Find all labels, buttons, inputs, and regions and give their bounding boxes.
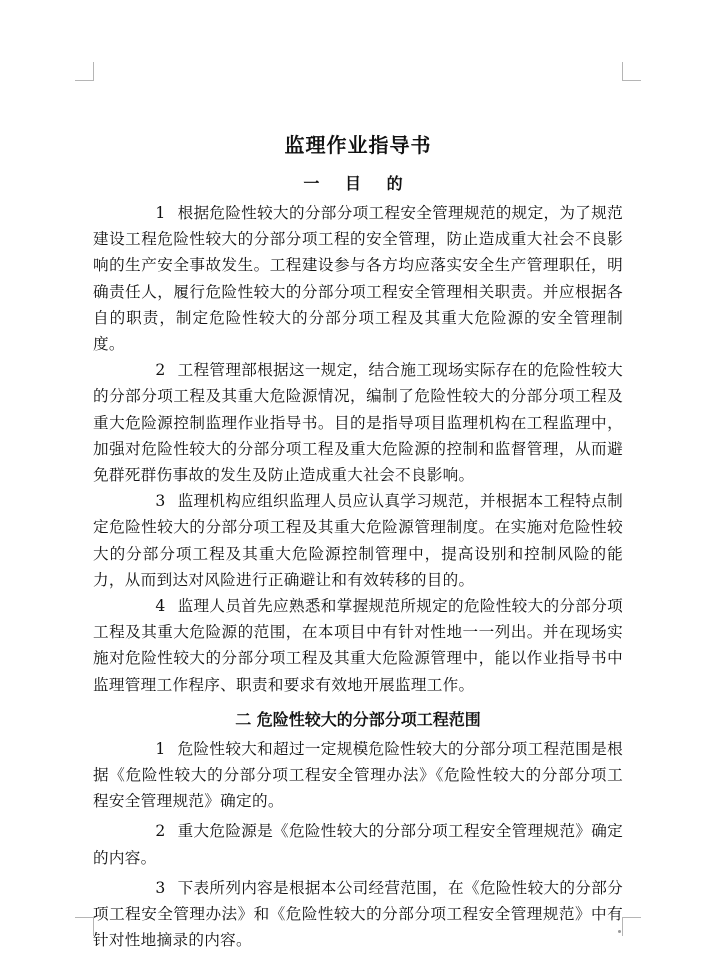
paragraph bbox=[93, 200, 623, 357]
section-heading-purpose: 一 目 的 bbox=[303, 174, 413, 193]
paragraph bbox=[93, 593, 623, 698]
paragraph-text: 监理机构应组织监理人员应认真学习规范，并根据本工程特点制定危险性较大的分部分项工程及其重大危险源管理制度。在实施对危险性较大的分部分项工程及其重大危险源控制管理中，提高设别和控制风险的能力，从而到达对风险进行正确避让和有效转移的目的。 bbox=[93, 492, 623, 589]
paragraph-text: 监理人员首先应熟悉和掌握规范所规定的危险性较大的分部分项工程及其重大危险源的范围，在本项目中有针对性地一一列出。并在现场实施对危险性较大的分部分项工程及其重大危险源管理中，能以作业指导书中监理管理工作程序、职责和要求有效地开展监理工作。 bbox=[93, 597, 623, 694]
paragraph-text: 危险性较大和超过一定规模危险性较大的分部分项工程范围是根据《危险性较大的分部分项工程安全管理办法》《危险性较大的分部分项工程安全管理规范》确定的。 bbox=[93, 739, 623, 811]
paragraph-number: 4 bbox=[155, 597, 166, 616]
paragraph-text: 重大危险源是《危险性较大的分部分项工程安全管理规范》确定的内容。 bbox=[93, 822, 623, 867]
page-corner-dot bbox=[618, 930, 621, 933]
paragraph-number: 1 bbox=[155, 739, 166, 758]
crop-mark-top-left bbox=[75, 62, 94, 81]
paragraph-number: 3 bbox=[155, 492, 166, 511]
paragraph-number: 2 bbox=[155, 361, 166, 380]
paragraph bbox=[93, 357, 623, 488]
section-heading-scope: 二 危险性较大的分部分项工程范围 bbox=[235, 709, 481, 729]
paragraph bbox=[93, 488, 623, 593]
document-title: 监理作业指导书 bbox=[284, 133, 432, 157]
crop-mark-bottom-left bbox=[75, 917, 94, 936]
paragraph-number: 3 bbox=[155, 878, 166, 897]
paragraph bbox=[93, 875, 623, 953]
paragraph-number: 2 bbox=[155, 822, 166, 841]
paragraph bbox=[93, 736, 623, 815]
crop-mark-bottom-right bbox=[622, 917, 641, 936]
document-page bbox=[93, 128, 623, 953]
paragraph-text: 工程管理部根据这一规定，结合施工现场实际存在的危险性较大的分部分项工程及其重大危险源情况，编制了危险性较大的分部分项工程及重大危险源控制监理作业指导书。目的是指导项目监理机构在工程监理中，加强对危险性较大的分部分项工程及重大危险源的控制和监督管理，从而避免群死群伤事故的发生及防止造成重大社会不良影响。 bbox=[93, 361, 623, 485]
paragraph-text: 下表所列内容是根据本公司经营范围，在《危险性较大的分部分项工程安全管理办法》和《危险性较大的分部分项工程安全管理规范》中有针对性地摘录的内容。 bbox=[93, 878, 623, 950]
paragraph-number: 1 bbox=[155, 204, 166, 222]
crop-mark-top-right bbox=[622, 62, 641, 81]
paragraph-text: 根据危险性较大的分部分项工程安全管理规范的规定，为了规范建设工程危险性较大的分部分项工程的安全管理，防止造成重大社会不良影响的生产安全事故发生。工程建设参与各方均应落实安全生产管理职任，明确责任人，履行危险性较大的分部分项工程安全管理相关职责。并应根据各自的职责，制定危险性较大的分部分项工程及其重大危险源的安全管理制度。 bbox=[93, 204, 623, 354]
paragraph bbox=[93, 818, 623, 870]
